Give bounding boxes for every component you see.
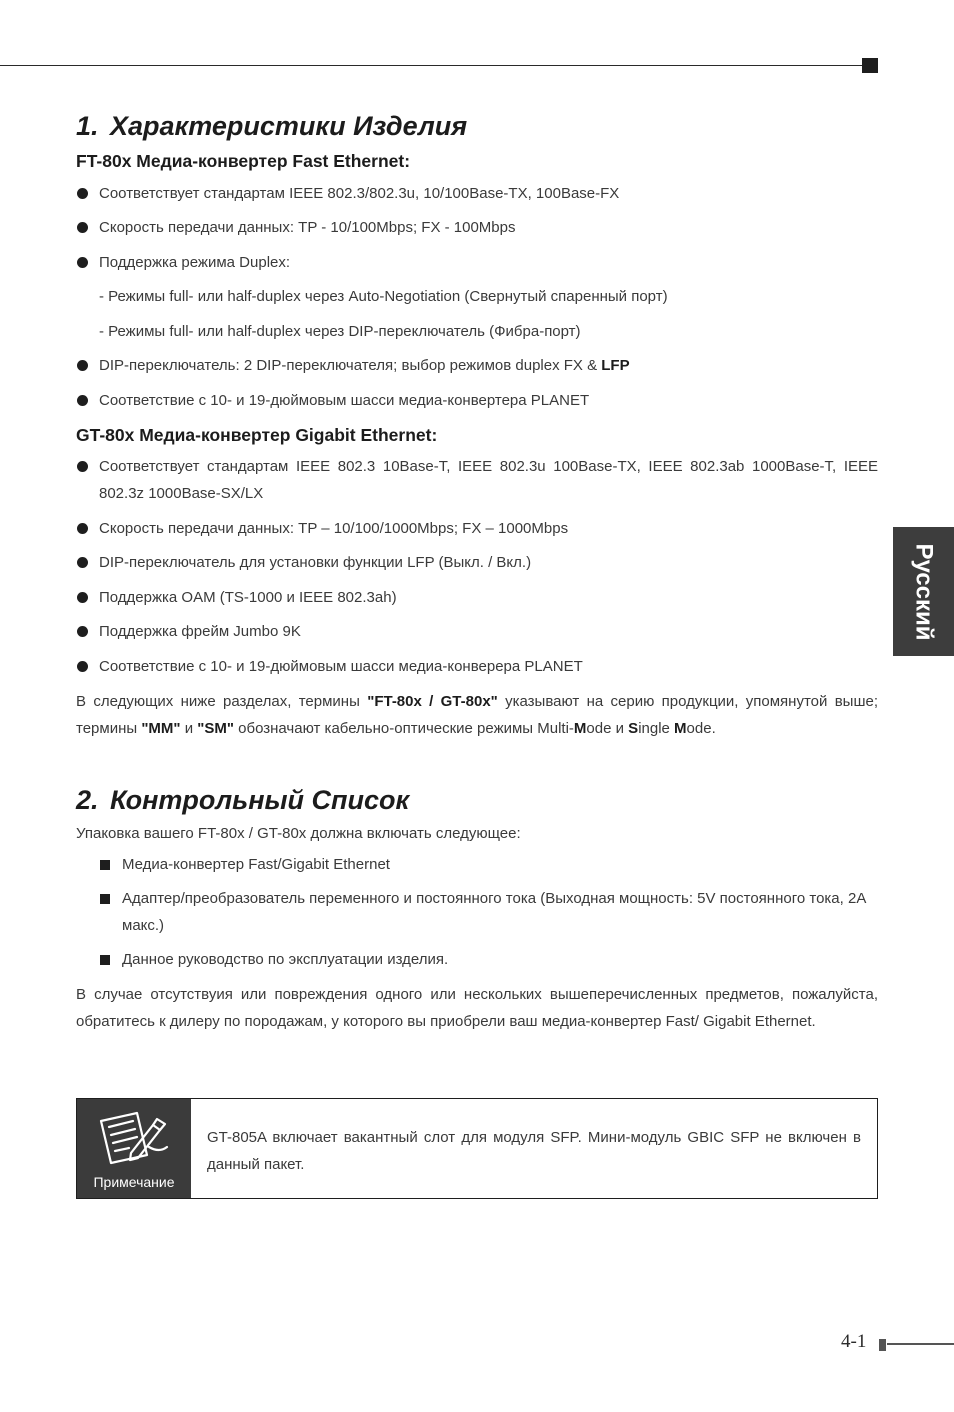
bullet-icon xyxy=(77,222,88,233)
checklist xyxy=(76,851,878,973)
square-bullet-icon xyxy=(100,955,110,965)
note-sidebar xyxy=(77,1099,191,1198)
bullet-icon xyxy=(77,557,88,568)
list-item: Соответствие с 10- и 19-дюймовым шасси медиа-конвертера PLANET xyxy=(76,387,878,414)
square-bullet-icon xyxy=(100,894,110,904)
list-item: Скорость передачи данных: TP – 10/100/1000Mbps; FX – 1000Mbps xyxy=(76,515,878,542)
list-item: Медиа-конвертер Fast/Gigabit Ethernet xyxy=(99,851,878,878)
list-item: Скорость передачи данных: TP - 10/100Mbps; FX - 100Mbps xyxy=(76,214,878,241)
terms-paragraph: В следующих ниже разделах, термины "FT-80x / GT-80x" указывают на серию продукции, упомянутой выше; термины "MM" и "SM" обозначают кабельно-оптические режимы Multi-Mode и Single Mode. xyxy=(76,692,879,737)
bullet-icon xyxy=(77,523,88,534)
list-item: Данное руководство по эксплуатации изделия. xyxy=(99,946,878,973)
language-tab-label: Русский xyxy=(910,543,938,640)
duplex-sub-item: - Режимы full- или half-duplex через DIP-переключатель (Фибра-порт) xyxy=(99,322,581,340)
note-pencil-icon xyxy=(97,1107,173,1169)
note-box xyxy=(76,1098,878,1199)
bullet-icon xyxy=(77,188,88,199)
list-item: Поддержка OAM (TS-1000 и IEEE 802.3ah) xyxy=(76,584,878,611)
ft-heading: FT-80x Медиа-конвертер Fast Ethernet: xyxy=(76,151,411,171)
checklist-intro: Упаковка вашего FT-80x / GT-80x должна включать следующее: xyxy=(76,824,521,842)
page-number: 4-1 xyxy=(841,1331,867,1352)
list-item: Адаптер/преобразователь переменного и постоянного тока (Выходная мощность: 5V постоянного тока, 2A макс.) xyxy=(99,885,878,939)
note-label: Примечание xyxy=(93,1174,175,1190)
bullet-icon xyxy=(77,257,88,268)
list-item: DIP-переключатель: 2 DIP-переключателя; выбор режимов duplex FX & LFP xyxy=(76,352,878,379)
page-content xyxy=(76,108,878,1035)
gt-feature-list xyxy=(76,453,878,680)
missing-items-paragraph: В случае отсутствуия или повреждения одного или нескольких вышеперечисленных предметов, пожалуйста, обратитесь к дилеру по породажам, у которого вы приобрели ваш медиа-конвертер Fast/ Gigabit Ethernet. xyxy=(76,985,878,1030)
list-item: Поддержка режима Duplex: xyxy=(76,249,878,276)
bullet-icon xyxy=(77,461,88,472)
duplex-sub-item: - Режимы full- или half-duplex через Auto-Negotiation (Свернутый спаренный порт) xyxy=(99,288,668,305)
square-bullet-icon xyxy=(100,860,110,870)
section2-title: 2. Контрольный Список xyxy=(76,784,410,815)
ft-feature-list xyxy=(76,180,878,276)
header-marker xyxy=(862,58,878,73)
section1-title: 1. Характеристики Изделия xyxy=(76,111,468,141)
footer-marker xyxy=(879,1339,886,1351)
bullet-icon xyxy=(77,395,88,406)
gt-heading: GT-80x Медиа-конвертер Gigabit Ethernet: xyxy=(76,424,438,445)
bullet-icon xyxy=(77,360,88,371)
list-item: Поддержка фрейм Jumbo 9K xyxy=(76,618,878,645)
list-item: DIP-переключатель для установки функции LFP (Выкл. / Вкл.) xyxy=(76,549,878,576)
footer-rule xyxy=(887,1343,954,1345)
language-tab xyxy=(893,527,954,656)
list-item: Соответствие с 10- и 19-дюймовым шасси медиа-конверера PLANET xyxy=(76,653,878,680)
list-item: Соответствует стандартам IEEE 802.3 10Base-T, IEEE 802.3u 100Base-TX, IEEE 802.3ab 1000Base-T, IEEE 802.3z 1000Base-SX/LX xyxy=(76,453,878,507)
bullet-icon xyxy=(77,661,88,672)
note-text: GT-805A включает вакантный слот для модуля SFP. Мини-модуль GBIC SFP не включен в данный пакет. xyxy=(207,1129,861,1173)
bullet-icon xyxy=(77,592,88,603)
ft-feature-list-cont xyxy=(76,352,878,414)
list-item: Соответствует стандартам IEEE 802.3/802.3u, 10/100Base-TX, 100Base-FX xyxy=(76,180,878,207)
bullet-icon xyxy=(77,626,88,637)
header-rule xyxy=(0,65,866,66)
